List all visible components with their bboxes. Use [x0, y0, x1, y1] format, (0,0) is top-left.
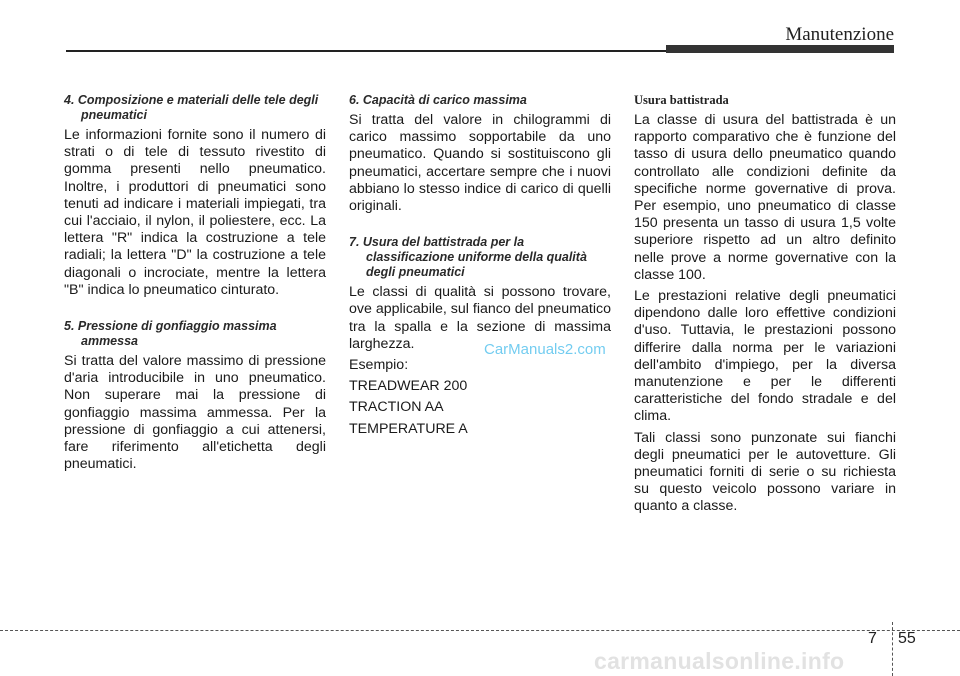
section-4-heading: 4. Composizione e materiali delle tele degli pneumatici [64, 93, 319, 122]
header-rule-accent [666, 45, 894, 53]
tread-wear-paragraph-1: La classe di usura del battistrada è un rapporto comparativo che è funzione del tasso di usura dello pneumatico quando controllato alle condizioni definite da specifiche norme governative di prova. Per esempio, uno pneumatico di classe 150 presenta un tasso di usura 1,5 volte superiore rispetto ad un altro definito nelle prove a norme governative con la classe 100. [634, 112, 896, 283]
footer-page-divider [892, 622, 893, 676]
chapter-number: 7 [868, 630, 877, 647]
section-7-text: Le classi di qualità si possono trovare, ove applicabile, sul fianco del pneumatico tra la spalla e la sezione di massima larghezza. [349, 284, 611, 352]
section-4-text: Le informazioni fornite sono il numero di strati o di tele di tessuto rivestito di gomma presenti nello pneumatico. Inoltre, i produttori di pneumatici sono tenuti ad indicare i materiali impiegati, tra cui l'acciaio, il nylon, il poliestere, ecc. La lettera "R" indica la costruzione a tele radiali; la lettera "D" la costruzione a tele diagonali o incrociate, mentre la lettera "B" indica lo pneumatico cinturato. [64, 127, 326, 298]
example-line: TREADWEAR 200 [349, 378, 468, 395]
section-5-heading: 5. Pressione di gonfiaggio massima ammessa [64, 319, 277, 349]
header-rule [66, 50, 666, 52]
footer-divider [0, 630, 960, 631]
example-label: Esempio: [349, 357, 409, 374]
tread-wear-paragraph-3: Tali classi sono punzonate sui fianchi degli pneumatici per le autovetture. Gli pneumatici forniti di serie o su richiesta su questo veicolo possono variare in quanto a classe. [634, 429, 896, 515]
page-header-title: Manutenzione [785, 24, 894, 45]
example-line: TRACTION AA [349, 399, 444, 416]
tread-wear-heading: Usura battistrada [634, 93, 729, 107]
tread-wear-paragraph-2: Le prestazioni relative degli pneumatici dipendono dalle loro effettive condizioni d'uso. Tuttavia, le prestazioni possono differire dalla norma per le variazioni dell'ambito d'impiego, per la diversa manutenzione e per le differenti caratteristiche del fondo stradale e del clima. [634, 288, 896, 425]
watermark: CarManuals2.com [484, 341, 606, 358]
footer-watermark: carmanualsonline.info [594, 648, 845, 674]
column-right [634, 93, 896, 516]
section-6-text: Si tratta del valore in chilogrammi di carico massimo sopportabile da uno pneumatico. Quando si sostituiscono gli pneumatici, accertare sempre che i nuovi abbiano lo stesso indice di carico di quelli originali. [349, 112, 611, 215]
section-6-heading: 6. Capacità di carico massima [349, 93, 527, 107]
section-7-heading: 7. Usura del battistrada per la classificazione uniforme della qualità degli pneumatici [349, 235, 587, 280]
column-left [64, 93, 326, 473]
column-middle [349, 93, 611, 438]
section-5-text: Si tratta del valore massimo di pressione d'aria introducibile in uno pneumatico. Non superare mai la pressione di gonfiaggio massima ammessa. Per la pressione di gonfiaggio a cui attenersi, fare riferimento all'etichetta degli pneumatici. [64, 353, 326, 473]
page-number: 55 [898, 630, 916, 647]
example-line: TEMPERATURE A [349, 420, 468, 437]
